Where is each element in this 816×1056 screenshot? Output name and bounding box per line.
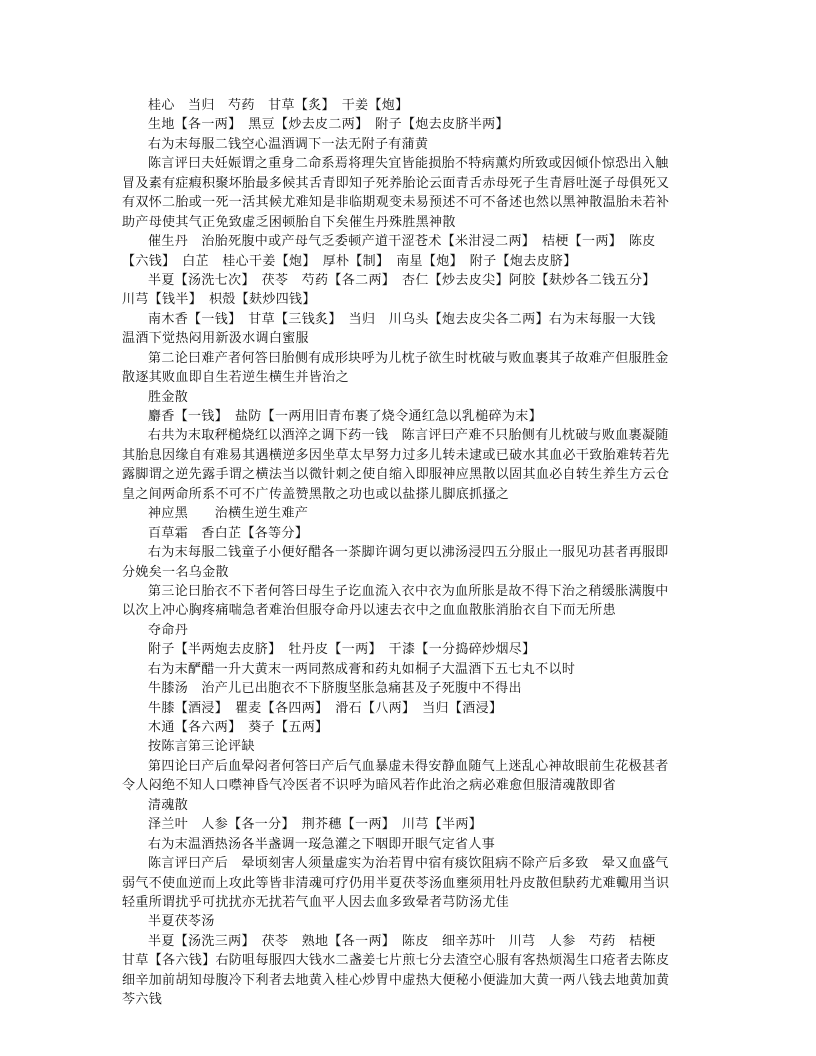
text-line: 右为末酽醋一升大黄末一两同熬成膏和药丸如桐子大温酒下五七丸不以时 xyxy=(148,661,576,677)
text-line: 陈言评曰产后 晕顷刻害人须量虚实为治若胃中宿有痰饮阻病不除产后多致 晕又血盛气 xyxy=(148,856,669,872)
text-line: 其胎息因缘自有难易其遇横逆多因坐草太早努力过多儿转未逮或已破水其血必干致胎难转若先 xyxy=(122,447,670,463)
text-line: 助产母使其气正免致虚乏困顿胎自下矣催生丹殊胜黑神散 xyxy=(122,214,456,230)
text-body xyxy=(122,96,712,1010)
text-line: 附子【半两炮去皮脐】 牡丹皮【一两】 干漆【一分捣碎炒烟尽】 xyxy=(148,642,536,658)
section-heading: 清魂散 xyxy=(148,797,189,813)
text-line: 右共为末取秤槌烧红以酒淬之调下药一钱 陈言评曰产难不只胎侧有儿枕破与败血裹凝随 xyxy=(148,428,669,444)
text-line: 散逐其败血即自生若逆生横生并皆治之 xyxy=(122,370,349,386)
text-line: 温酒下觉热闷用新汲水调白蜜服 xyxy=(122,331,309,347)
text-line: 【六钱】 白芷 桂心干姜【炮】 厚朴【制】 南星【炮】 附子【炮去皮脐】 xyxy=(122,253,577,269)
text-line: 陈言评曰夫妊娠谓之重身二命系焉将理失宜皆能损胎不特病薰灼所致或因倾仆惊恐出入触 xyxy=(148,156,669,172)
text-line: 第三论曰胎衣不下者何答曰母生子讫血流入衣中衣为血所胀是故不得下治之稍缓胀满腹中 xyxy=(148,583,669,599)
text-line: 皇之间两命所系不可不广传盖赞黑散之功也或以盐搽儿脚底抓搔之 xyxy=(122,486,510,502)
text-line: 芩六钱 xyxy=(122,992,163,1008)
text-line: 露脚谓之逆先露手谓之横法当以微针刺之使自缩入即服神应黑散以固其血必自转生养生方云仓 xyxy=(122,467,670,483)
text-line: 右为末每服二钱童子小便好醋各一茶脚许调匀更以沸汤浸四五分服止一服见功甚者再服即 xyxy=(148,545,669,561)
text-line: 按陈言第三论评缺 xyxy=(148,739,255,755)
text-line: 以次上冲心胸疼痛喘急者难治但服夺命丹以速去衣中之血血散胀消胎衣自下而无所患 xyxy=(122,603,616,619)
text-line: 半夏【汤洗三两】 茯苓 熟地【各一两】 陈皮 细辛苏叶 川芎 人参 芍药 桔梗 xyxy=(148,933,656,949)
text-line: 半夏【汤洗七次】 茯苓 芍药【各二两】 杏仁【炒去皮尖】阿胶【麸炒各二钱五分】 xyxy=(148,272,656,288)
text-line: 牛膝汤 治产儿已出胞衣不下脐腹坚胀急痛甚及子死腹中不得出 xyxy=(148,681,522,697)
text-line: 右为末每服二钱空心温酒调下一法无附子有蒲黄 xyxy=(148,136,429,152)
text-line: 分娩矣一名乌金散 xyxy=(122,564,229,580)
text-line: 百草霜 香白芷【各等分】 xyxy=(148,525,309,541)
text-line: 南木香【一钱】 甘草【三钱炙】 当归 川乌头【炮去皮尖各二两】右为末每服一大钱 xyxy=(148,311,656,327)
section-heading: 半夏茯苓汤 xyxy=(148,914,215,930)
text-line: 牛膝【酒浸】 瞿麦【各四两】 滑石【八两】 当归【酒浸】 xyxy=(148,700,503,716)
text-line: 弱气不使血逆而上攻此等皆非清魂可疗仍用半夏茯苓汤血壅须用牡丹皮散但駃药尤难輙用当识 xyxy=(122,875,670,891)
text-line: 右为末温酒热汤各半盏调一珱急灌之下咽即开眼气定省人事 xyxy=(148,836,496,852)
text-line: 神应黑 治横生逆生难产 xyxy=(148,506,309,522)
text-line: 甘草【各六钱】右防咀每服四大钱水二盏姜七片煎七分去渣空心服有客热烦渴生口疮者去陈皮 xyxy=(122,953,670,969)
text-line: 令人闷绝不知人口噤神昏气冷医者不识呼为暗风若作此治之病必难愈但服清魂散即省 xyxy=(122,778,616,794)
text-line: 第四论曰产后血晕闷者何答曰产后气血暴虚未得安静血随气上迷乱心神故眼前生花极甚者 xyxy=(148,758,669,774)
text-line: 生地【各一两】 黑豆【炒去皮二两】 附子【炮去皮脐半两】 xyxy=(148,117,509,133)
text-line: 桂心 当归 芍药 甘草【炙】 干姜【炮】 xyxy=(148,98,409,113)
text-line: 冒及素有症瘕积聚坏胎最多候其舌青即知子死养胎论云面青舌赤母死子生青唇吐涎子母俱死又 xyxy=(122,175,670,191)
section-heading: 胜金散 xyxy=(148,389,189,405)
text-line: 有双怀二胎或一死一活其候尤难知是非临期观变未易预述不可不备述也然以黑神散温胎未若补 xyxy=(122,195,670,211)
text-line: 催生丹 治胎死腹中或产母气乏委顿产道干涩苍术【米泔浸二两】 桔梗【一两】 陈皮 xyxy=(148,234,656,250)
section-heading: 夺命丹 xyxy=(148,622,189,638)
text-line: 木通【各六两】 葵子【五两】 xyxy=(148,720,329,735)
text-line: 麝香【一钱】 盐防【一两用旧青布裹了烧令通红急以乳槌碎为末】 xyxy=(148,409,543,424)
text-line: 泽兰叶 人参【各一分】 荆芥穗【一两】 川芎【半两】 xyxy=(148,817,483,833)
text-line: 川芎【钱半】 枳殻【麸炒四钱】 xyxy=(122,292,316,308)
text-line: 细辛加前胡知母腹冷下利者去地黄入桂心炒胃中虚热大便秘小便澁加大黄一两八钱去地黄加黄 xyxy=(122,972,670,988)
text-line: 轻重所谓扰乎可扰扰亦无扰若气血平人因去血多致晕者芎防汤尤佳 xyxy=(122,894,510,910)
text-line: 第二论曰难产者何答曰胎侧有成形块呼为儿枕子欲生时枕破与败血裹其子故难产但服胜金 xyxy=(148,350,669,366)
